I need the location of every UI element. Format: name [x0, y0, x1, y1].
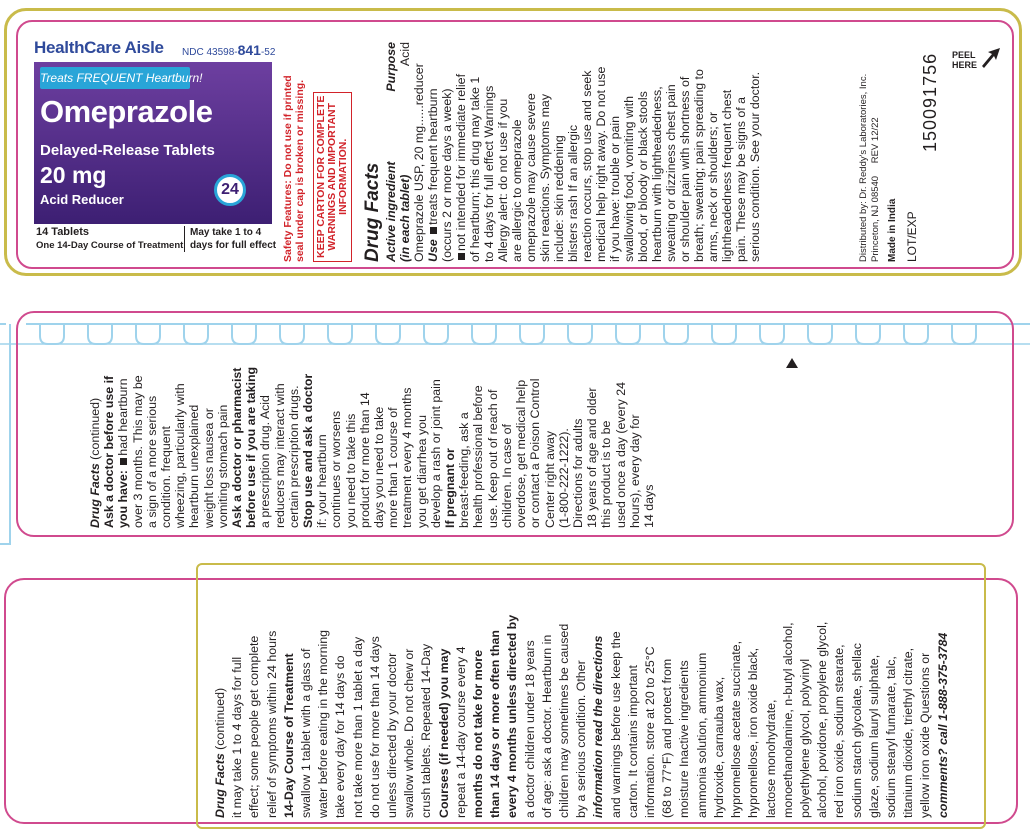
may-take-note: May take 1 to 4 days for full effect	[184, 226, 274, 252]
made-in: Made in India	[887, 198, 898, 262]
do-not-use: if you have: trouble or pain swallowing food, vomiting with blood, or bloody or black stools heartburn with lightheadedness, sweating or dizziness chest pain or shoulder pain with shortness of breath; sweating; pain spreading to arms, neck or shoulders; or lightheadedness frequent chest pain. These may be signs of a serious condition. See your doctor.	[608, 69, 762, 262]
triangle-up-icon	[786, 358, 798, 368]
peel-here[interactable]: PEEL HERE	[952, 50, 978, 70]
distributor: Distributed by: Dr. Reddy's Laboratories, Inc. Princeton, NJ 08540 REV 12/22	[858, 73, 881, 262]
drug-name: Omeprazole	[40, 94, 213, 129]
dosage-form: Delayed-Release Tablets	[40, 142, 215, 159]
middle-drug-facts: Drug Facts (continued) Ask a doctor before use if you have: had heartburn over 3 months. This may be a sign of a more serious condition. frequent wheezing, particularly with heartburn unexplained weight loss nausea or vomiting stomach pain Ask a doctor or pharmacist before use if you are taking a prescription drug. Acid reducers may interact with certain prescription drugs. Stop use and ask a doctor if: your heartburn continues or worsens you need to take this product for more than 14 days you need to take more than 1 course of treatment every 4 months you get diarrhea you develop a rash or joint pain If pregnant or breast-feeding, ask a health professional before use. Keep out of reach of children. In case of overdose, get medical help or contact a Poison Control Center right away (1-800-222-1222). Directions for adults 18 years of age and older this product is to be used once a day (every 24 hours), every day for 14 days	[88, 366, 656, 528]
lot-exp: LOT/EXP	[905, 211, 919, 262]
drug-facts-header: Drug Facts	[362, 162, 383, 262]
allergy-alert: Allergy alert: do not use if you are allergic to omeprazole omeprazole may cause severe skin reactions. Symptoms may include: skin reddening blisters rash If an allergic reaction occurs, stop use and seek medical help right away. Do not use	[496, 66, 608, 262]
dose: 20 mg	[40, 162, 107, 188]
bottom-drug-facts: Drug Facts (continued) it may take 1 to 4 days for full effect; some people get complete relief of symptoms within 24 hours 14-Day Course of Treatment swallow 1 tablet with a glass of water before eating in the morning take every day for 14 days do not take more than 1 tablet a day do not use for more than 14 days unless directed by your doctor swallow whole. Do not chew or crush tablets. Repeated 14-Day Courses (if needed) you may repeat a 14-day course every 4 months do not take for more than 14 days or more often than every 4 months unless directed by a doctor children under 18 years of age: ask a doctor. Heartburn in children may sometimes be caused by a serious condition. Other information read the directions and warnings before use keep the carton. It contains important information. store at 20 to 25°C (68 to 77°F) and protect from moisture Inactive ingredients ammonia solution, ammonium hydroxide, carnauba wax, hypromellose acetate succinate, hypromellose, iron oxide black, lactose monohydrate, monoethanolamine, n-butyl alcohol, polyethylene glycol, polyvinyl alcohol, povidone, propylene glycol, red iron oxide, sodium stearate, sodium starch glycolate, shellac glaze, sodium lauryl sulphate, sodium stearyl fumarate, talc, titanium dioxide, triethyl citrate, yellow iron oxide Questions or comments? call 1-888-375-3784	[213, 614, 950, 818]
use-section: Use treats frequent heartburn (occurs 2 or more days a week) not intended for immediate relief of heartburn; this drug may take 1 to 4 days for full effect Warnings	[426, 73, 496, 262]
product-label	[34, 62, 272, 224]
24-hour-badge-icon: 24	[214, 174, 246, 206]
brand-bar	[34, 36, 280, 62]
ndc-code: NDC 43598-841-52	[182, 42, 276, 58]
category: Acid Reducer	[40, 192, 124, 207]
barcode-number: 150091756	[920, 52, 940, 152]
keep-carton-notice: KEEP CARTON FOR COMPLETE WARNINGS AND IMPORTANT INFORMATION.	[313, 92, 352, 262]
tablet-count: 14 Tablets One 14-Day Course of Treatment	[36, 226, 184, 251]
arrow-icon	[980, 46, 1002, 68]
brand-name: HealthCare Aisle	[34, 38, 164, 57]
tagline: Treats FREQUENT Heartburn!	[40, 67, 190, 89]
safety-features: Safety Features: Do not use if printed seal under cap is broken or missing.	[282, 75, 306, 262]
active-ingredient: Active ingredient Purpose (in each tablet) Acid Omeprazole USP, 20 mg......reducer	[384, 42, 426, 262]
